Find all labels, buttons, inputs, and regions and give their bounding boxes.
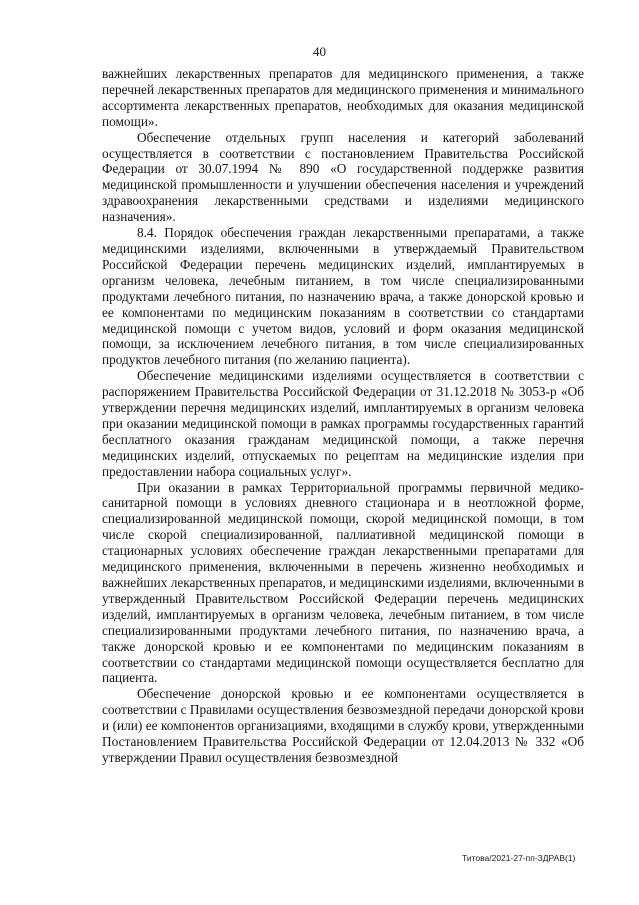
paragraph-group-provision: Обеспечение отдельных групп населения и категорий заболеваний осуществляется в соответствии с постановлением Правительства Российской Федерации от 30.07.1994 № 890 «О государственной поддержке развития медицинской промышленности и улучшении обеспечения населения и учреждений здравоохранения лекарственными средствами и изделиями медицинского назначения». bbox=[102, 129, 584, 225]
paragraph-territorial-program: При оказании в рамках Территориальной программы первичной медико-санитарной помощи в условиях дневного стационара и в неотложной форме, специализированной медицинской помощи, скорой медицинской помощи, в том числе скорой специализированной, паллиативной медицинской помощи в стационарных условиях обеспечение граждан лекарственными препаратами для медицинского применения, включенными в перечень жизненно необходимых и важнейших лекарственных препаратов, и медицинскими изделиями, включенными в утвержденный Правительством Российской Федерации перечень медицинских изделий, имплантируемых в организм человека, лечебным питанием, в том числе специализированными продуктами лечебного питания, по назначению врача, а также донорской кровью и ее компонентами по медицинским показаниям в соответствии со стандартами медицинской помощи осуществляется бесплатно для пациента. bbox=[102, 479, 584, 686]
paragraph-continuation: важнейших лекарственных препаратов для медицинского применения, а также перечней лекарственных препаратов для медицинского применения и минимального ассортимента лекарственных препаратов, необходимых для оказания медицинской помощи». bbox=[102, 66, 584, 129]
body-text bbox=[102, 66, 584, 766]
footer-document-code: Титова/2021-27-пп-ЗДРАВ(1) bbox=[462, 853, 576, 863]
page-number: 40 bbox=[313, 44, 326, 59]
paragraph-donor-blood: Обеспечение донорской кровью и ее компонентами осуществляется в соответствии с Правилами осуществления безвозмездной передачи донорской крови и (или) ее компонентов организациями, входящими в службу крови, утвержденными Постановлением Правительства Российской Федерации от 12.04.2013 № 332 «Об утверждении Правил осуществления безвозмездной bbox=[102, 686, 584, 765]
paragraph-medical-devices: Обеспечение медицинскими изделиями осуществляется в соответствии с распоряжением Правительства Российской Федерации от 31.12.2018 № 3053-р «Об утверждении перечня медицинских изделий, имплантируемых в организм человека при оказании медицинской помощи в рамках программы государственных гарантий бесплатного оказания гражданам медицинской помощи, а также перечня медицинских изделий, отпускаемых по рецептам на медицинские изделия при предоставлении набора социальных услуг». bbox=[102, 368, 584, 479]
paragraph-section-8-4: 8.4. Порядок обеспечения граждан лекарственными препаратами, а также медицинскими изделиями, включенными в утверждаемый Правительством Российской Федерации перечень медицинских изделий, имплантируемых в организм человека, лечебным питанием, в том числе специализированными продуктами лечебного питания, по назначению врача, а также донорской кровью и ее компонентами по медицинским показаниям в соответствии со стандартами медицинской помощи с учетом видов, условий и форм оказания медицинской помощи, за исключением лечебного питания, в том числе специализированных продуктов лечебного питания (по желанию пациента). bbox=[102, 225, 584, 368]
